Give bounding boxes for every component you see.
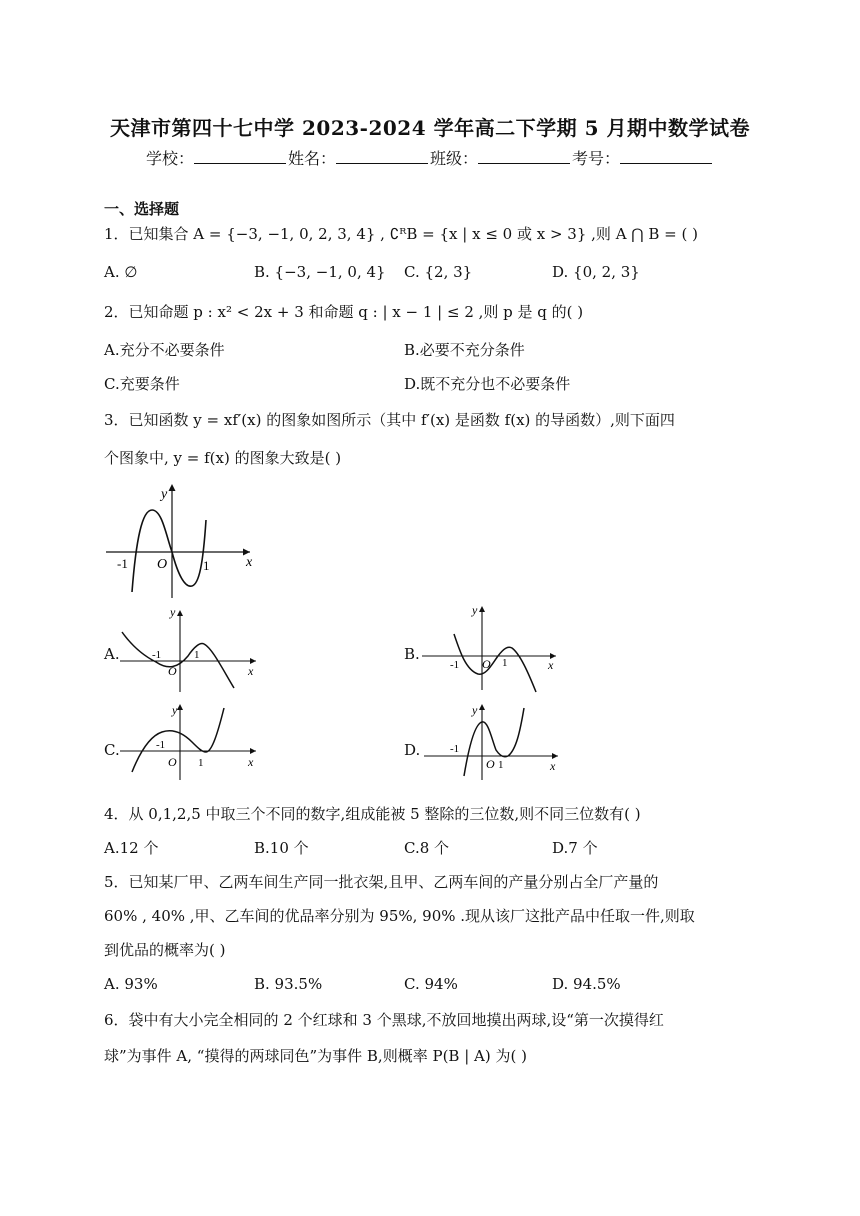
origin-label: O	[482, 657, 491, 671]
y-label: y	[472, 703, 478, 717]
origin-label: O	[168, 755, 177, 769]
neg-one-label: -1	[156, 739, 166, 751]
y-axis-arrow	[177, 704, 183, 710]
q3-option-d-graph	[420, 698, 570, 790]
q3-option-c-graph	[118, 698, 268, 790]
name-blank	[336, 149, 428, 164]
exam-no-blank	[620, 149, 712, 164]
question-5-line-1: 5．已知某厂甲、乙两车间生产同一批衣架,且甲、乙两车间的产量分别占全厂产量的	[104, 873, 659, 891]
question-5-line-3: 到优品的概率为( )	[104, 941, 226, 959]
y-label: y	[172, 703, 178, 717]
q3-option-a-graph	[118, 602, 268, 692]
y-label: y	[161, 487, 168, 502]
question-5-option-c: C. 94%	[404, 975, 458, 993]
student-info-line	[0, 146, 860, 169]
x-label: x	[248, 755, 254, 769]
question-4-option-d: D.7 个	[552, 839, 598, 857]
y-label: y	[472, 603, 478, 617]
question-2-option-d: D.既不充分也不必要条件	[404, 375, 571, 393]
curve-b	[454, 634, 536, 692]
one-label: 1	[502, 657, 508, 669]
question-5-option-d: D. 94.5%	[552, 975, 621, 993]
question-4-text: 4．从 0,1,2,5 中取三个不同的数字,组成能被 5 整除的三位数,则不同三位数有( )	[104, 805, 641, 823]
exam-title: 天津市第四十七中学 2023-2024 学年高二下学期 5 月期中数学试卷	[110, 116, 750, 140]
y-axis-arrow	[177, 610, 183, 616]
question-1-option-c: C. {2, 3}	[404, 263, 473, 281]
question-2-option-a: A.充分不必要条件	[104, 341, 225, 359]
x-label: x	[246, 555, 253, 570]
y-label: y	[170, 605, 176, 619]
section-heading: 一、选择题	[104, 200, 180, 218]
question-4-option-c: C.8 个	[404, 839, 450, 857]
question-3-line-1: 3．已知函数 y = xf′(x) 的图象如图所示（其中 f′(x) 是函数 f(x) 的导函数）,则下面四	[104, 411, 675, 429]
question-1-text: 1．已知集合 A = {−3, −1, 0, 2, 3, 4} , ∁ᴿB = {x | x ≤ 0 或 x > 3} ,则 A ⋂ B = ( )	[104, 225, 698, 243]
curve-xfprime	[132, 510, 206, 592]
class-blank	[478, 149, 570, 164]
x-axis-arrow	[250, 748, 256, 754]
question-4-option-a: A.12 个	[104, 839, 159, 857]
question-3-option-b-label: B.	[404, 645, 420, 663]
question-3-option-a-label: A.	[104, 645, 120, 663]
q3-option-b-graph	[420, 600, 570, 694]
neg-one-label: -1	[152, 649, 162, 661]
question-2-option-b: B.必要不充分条件	[404, 341, 525, 359]
class-label: 班级：	[430, 149, 479, 168]
question-5-line-2: 60% , 40% ,甲、乙车间的优品率分别为 95%, 90% .现从该厂这批产品中任取一件,则取	[104, 907, 695, 925]
name-label: 姓名：	[287, 149, 336, 168]
question-3-option-d-label: D.	[404, 741, 421, 759]
question-4-option-b: B.10 个	[254, 839, 309, 857]
question-1-option-b: B. {−3, −1, 0, 4}	[254, 263, 386, 281]
question-6-line-2: 球”为事件 A, “摸得的两球同色”为事件 B,则概率 P(B | A) 为( )	[104, 1047, 527, 1065]
neg-one-label: -1	[450, 659, 460, 671]
question-1-option-d: D. {0, 2, 3}	[552, 263, 640, 281]
y-axis-arrow	[479, 704, 485, 710]
school-label: 学校：	[145, 149, 194, 168]
neg-one-label: -1	[450, 743, 460, 755]
y-axis-arrow	[169, 484, 176, 491]
one-label: 1	[498, 759, 504, 771]
x-label: x	[248, 664, 254, 678]
curve-c	[132, 708, 224, 772]
one-label: 1	[198, 757, 204, 769]
question-5-option-a: A. 93%	[104, 975, 158, 993]
question-2-text: 2．已知命题 p : x² < 2x + 3 和命题 q : | x − 1 | ≤ 2 ,则 p 是 q 的( )	[104, 303, 584, 321]
origin-label: O	[157, 557, 168, 572]
question-3-line-2: 个图象中, y = f(x) 的图象大致是( )	[104, 449, 342, 467]
x-label: x	[550, 759, 556, 773]
question-1-option-a: A. ∅	[104, 263, 138, 281]
exam-no-label: 考号：	[572, 149, 621, 168]
origin-label: O	[168, 664, 177, 678]
school-blank	[194, 149, 286, 164]
y-axis-arrow	[479, 606, 485, 612]
neg-one-label: -1	[117, 556, 128, 571]
x-label: x	[548, 658, 554, 672]
origin-label: O	[486, 757, 495, 771]
question-5-option-b: B. 93.5%	[254, 975, 323, 993]
question-6-line-1: 6．袋中有大小完全相同的 2 个红球和 3 个黑球,不放回地摸出两球,设“第一次摸得红	[104, 1011, 664, 1029]
one-label: 1	[203, 558, 210, 573]
question-2-option-c: C.充要条件	[104, 375, 180, 393]
q3-main-graph	[100, 480, 270, 600]
curve-a	[122, 632, 234, 688]
question-3-option-c-label: C.	[104, 741, 120, 759]
one-label: 1	[194, 649, 200, 661]
